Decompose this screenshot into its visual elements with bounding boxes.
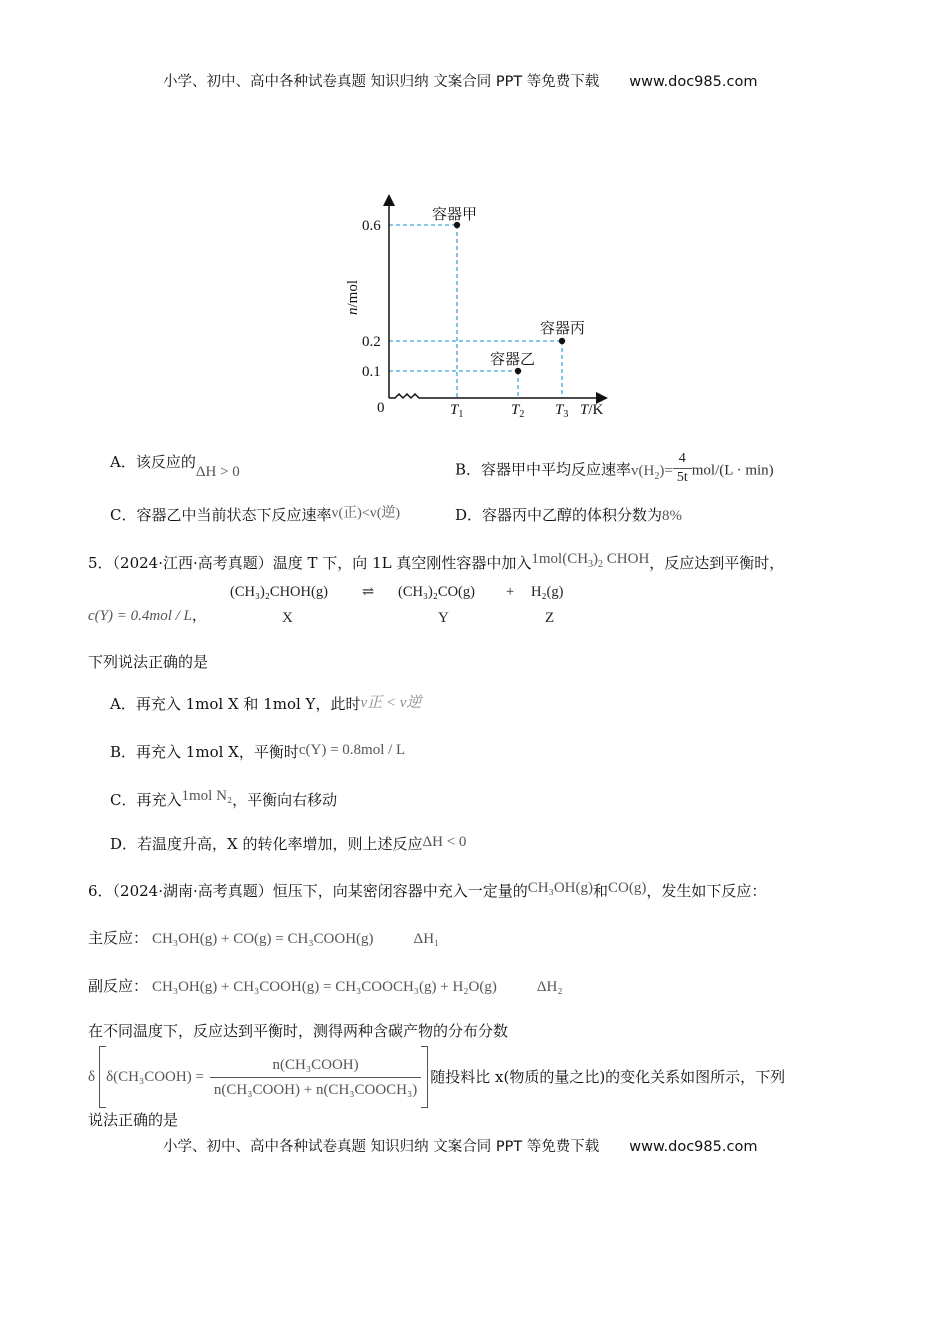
guide-lines [389, 225, 562, 398]
y-axis-label: n/mol [345, 279, 361, 315]
q5-stem: 5．（2024·江西·高考真题）温度 T 下，向 1L 真空刚性容器中加入$1mol(CH_3)_2$ CHOH，反应达到平衡时， [88, 551, 785, 572]
label-jia: 容器甲 [432, 205, 478, 223]
header-text: 小学、初中、高中各种试卷真题 知识归纳 文案合同 PPT 等免费下载 [163, 74, 600, 90]
q6-side-reaction: 副反应： CH₃OH(g) + CH₃COOH(g) = CH₃COOCH₃(g) + H₂O(g) ΔH₂ [88, 977, 563, 995]
q4-option-b[interactable]: B．容器甲中平均反应速率$v(H_2)=$ $\frac{4}{5t}$ mol/(L · min) [455, 451, 774, 485]
q4-option-a[interactable]: A．该反应的ΔH > 0 [110, 453, 240, 480]
q5-eq-z: H₂(g) [531, 584, 564, 600]
x-axis-label: T/K [580, 402, 604, 418]
q5-label-z: Z [545, 610, 555, 626]
ytick-0.6: 0.6 [362, 218, 381, 234]
q5-equation: (CH₃)₂CHOH(g) [230, 584, 328, 600]
q5-eq-arrow: ⇌ [362, 584, 375, 600]
q5-option-a[interactable]: A．再充入 1mol X 和 1mol Y，此时v正 < v逆 [110, 695, 422, 713]
footer-url[interactable]: www.doc985.com [629, 1139, 758, 1155]
q4-option-c[interactable]: C．容器乙中当前状态下反应速率v(正)<v(逆) [110, 506, 401, 524]
q5-label-x: X [282, 610, 293, 626]
footer-text: 小学、初中、高中各种试卷真题 知识归纳 文案合同 PPT 等免费下载 [163, 1139, 600, 1155]
label-yi: 容器乙 [490, 350, 536, 368]
q4-option-d[interactable]: D．容器丙中乙醇的体积分数为8% [455, 506, 683, 524]
q6-stem4: 说法正确的是 [88, 1111, 179, 1129]
q5-prompt: 下列说法正确的是 [88, 653, 209, 671]
q5-eq-plus: + [506, 584, 515, 600]
x-axis [389, 394, 598, 398]
xtick-T1: $T_1$ [450, 402, 464, 420]
ytick-0.2: 0.2 [362, 334, 381, 350]
point-bing [559, 338, 565, 344]
header-url[interactable]: www.doc985.com [629, 74, 758, 90]
q6-stem: 6．（2024·湖南·高考真题）恒压下，向某密闭容器中充入一定量的CH₃OH(g)和CO(g)，发生如下反应： [88, 880, 767, 900]
q5-cy: c(Y) = 0.4mol / L， [88, 608, 207, 624]
q5-option-b[interactable]: B．再充入 1mol X，平衡时c(Y) = 0.8mol / L [110, 742, 406, 761]
q6-main-reaction: 主反应： CH₃OH(g) + CO(g) = CH₃COOH(g) ΔH₁ [88, 929, 440, 947]
q5-option-c[interactable]: C．再充入1mol N₂，平衡向右移动 [110, 788, 338, 809]
q5-eq-y: (CH₃)₂CO(g) [398, 584, 475, 600]
point-yi [515, 368, 521, 374]
q5-option-d[interactable]: D．若温度升高，X 的转化率增加，则上述反应ΔH < 0 [110, 834, 467, 853]
origin-label: 0 [377, 400, 385, 416]
page-footer [163, 1135, 757, 1156]
xtick-T3: $T_3$ [555, 402, 569, 420]
xtick-T2: $T_2$ [511, 402, 525, 420]
ytick-0.1: 0.1 [362, 364, 381, 380]
q5-label-y: Y [438, 610, 449, 626]
label-bing: 容器丙 [540, 319, 586, 337]
q6-stem2: 在不同温度下，反应达到平衡时，测得两种含碳产物的分布分数 [88, 1022, 509, 1040]
q6-formula: δ δ(CH₃COOH) = $\frac{\text{n(CH₃COOH)}}{\text{n(CH₃COOH) + n(CH₃COOCH₃)}}$ 随投料比 x(物质的量之比)的变化关系如图所示，下列 [88, 1042, 785, 1112]
n-vs-T-chart [0, 0, 950, 440]
